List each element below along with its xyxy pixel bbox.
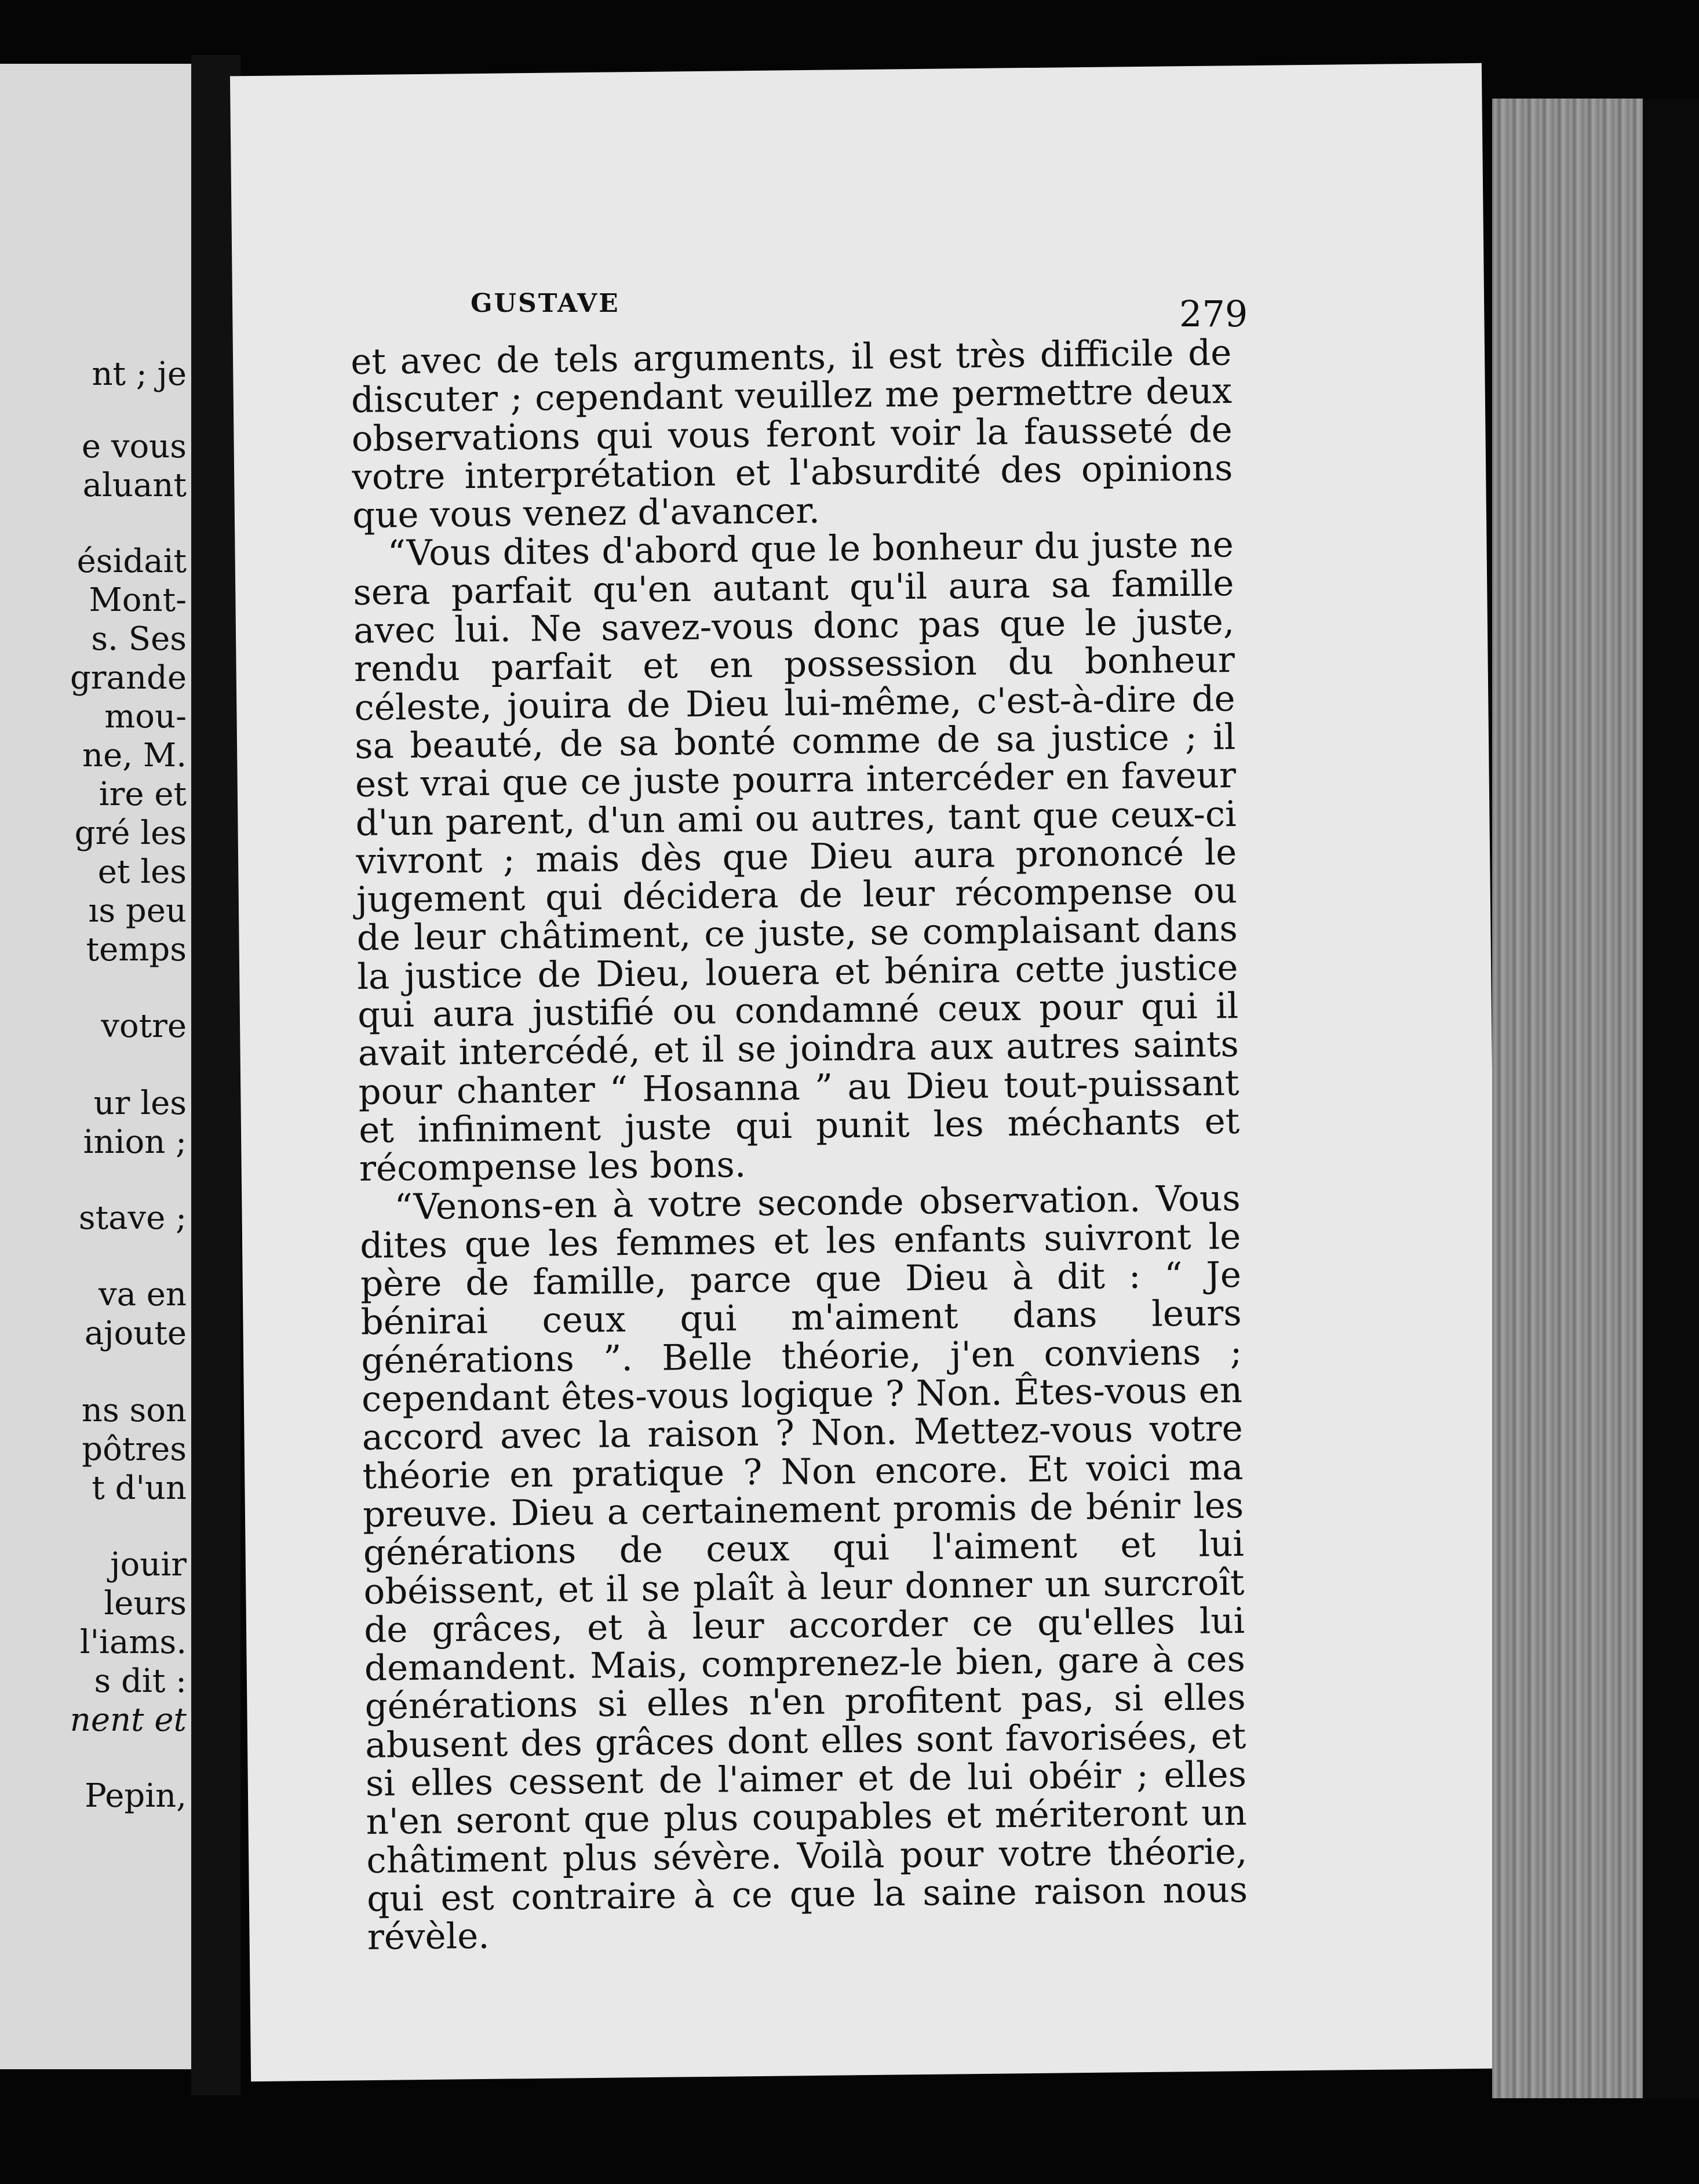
left-page-fragment: [0, 64, 191, 2069]
left-line: Pepin,: [85, 1777, 187, 1815]
paragraph: “Venons-en à votre seconde observation. Vous dites que les femmes et les enfants suivront le père de famille, parce que Dieu à dit : “ Je bénirai ceux qui m'aiment dans leurs générations ”. Belle théorie, j'en conviens ; cependant êtes-vous logique ? Non. Êtes-vous en accord avec la raison ? Non. Mettez-vous votre théorie en pratique ? Non encore. Et voici ma preuve. Dieu a certainement promis de bénir les générations de ceux qui l'aiment et lui obéissent, et il se plaît à leur donner un surcroît de grâces, et à leur accorder ce qu'elles lui demandent. Mais, comprenez-le bien, gare à ces générations si elles n'en profitent pas, si elles abusent des grâces dont elles sont favorisées, et si elles cessent de l'aimer et de lui obéir ; elles n'en seront que plus coupables et mériteront un châtiment plus sévère. Voilà pour votre théorie, qui est contraire à ce que la saine raison nous révèle.: [359, 1177, 1248, 1959]
left-line: s dit :: [94, 1662, 187, 1700]
left-line: e vous: [81, 428, 187, 465]
left-line: nent et: [70, 1701, 187, 1739]
left-line: pôtres: [82, 1430, 187, 1468]
page-edge-stack: [1492, 99, 1643, 2098]
left-line: et les: [97, 853, 187, 891]
left-line: ıs peu: [88, 892, 187, 930]
left-line: leurs: [104, 1585, 187, 1622]
scan-border: [1643, 99, 1699, 2098]
left-line: Mont-: [89, 581, 187, 619]
body-text: [351, 334, 1248, 1957]
left-line: grande: [70, 659, 187, 697]
left-line: gré les: [74, 814, 187, 852]
left-line: ne, M.: [82, 737, 187, 774]
left-line: ire et: [99, 776, 187, 813]
paragraph: et avec de tels arguments, il est très difficile de discuter ; cependant veuillez me permettre deux observations qui vous feront voir la fausseté de votre interprétation et l'absurdité des opinions que vous venez d'avancer.: [350, 332, 1233, 537]
left-line: ajoute: [84, 1315, 187, 1352]
left-line: mou-: [104, 698, 187, 736]
left-line: aluant: [82, 467, 187, 504]
left-line: nt ; je: [92, 355, 187, 393]
left-line: t d'un: [92, 1469, 187, 1507]
left-line: va en: [98, 1276, 187, 1313]
left-line: ur les: [93, 1084, 187, 1122]
left-line: s. Ses: [91, 620, 187, 658]
left-line: ésidait: [76, 543, 187, 580]
left-line: stave ;: [78, 1199, 187, 1237]
left-line: jouir: [110, 1546, 187, 1584]
running-head: GUSTAVE: [471, 289, 620, 318]
left-line: votre: [101, 1007, 187, 1045]
left-line: temps: [86, 931, 187, 969]
page-number: 279: [1179, 293, 1248, 335]
left-line: inion ;: [83, 1123, 187, 1161]
paragraph: “Vous dites d'abord que le bonheur du juste ne sera parfait qu'en autant qu'il aura sa famille avec lui. Ne savez-vous donc pas que le juste, rendu parfait et en possession du bonheur céleste, jouira de Dieu lui-même, c'est-à-dire de sa beauté, de sa bonté comme de sa justice ; il est vrai que ce juste pourra intercéder en faveur d'un parent, d'un ami ou autres, tant que ceux-ci vivront ; mais dès que Dieu aura prononcé le jugement qui décidera de leur récompense ou de leur châtiment, ce juste, se complaisant dans la justice de Dieu, louera et bénira cette justice qui aura justifié ou condamné ceux pour qui il avait intercédé, et il se joindra aux autres saints pour chanter “ Hosanna ” au Dieu tout-puissant et infiniment juste qui punit les méchants et récompense les bons.: [353, 524, 1240, 1190]
left-line: l'iams.: [79, 1624, 187, 1661]
left-line: ns son: [81, 1392, 187, 1429]
